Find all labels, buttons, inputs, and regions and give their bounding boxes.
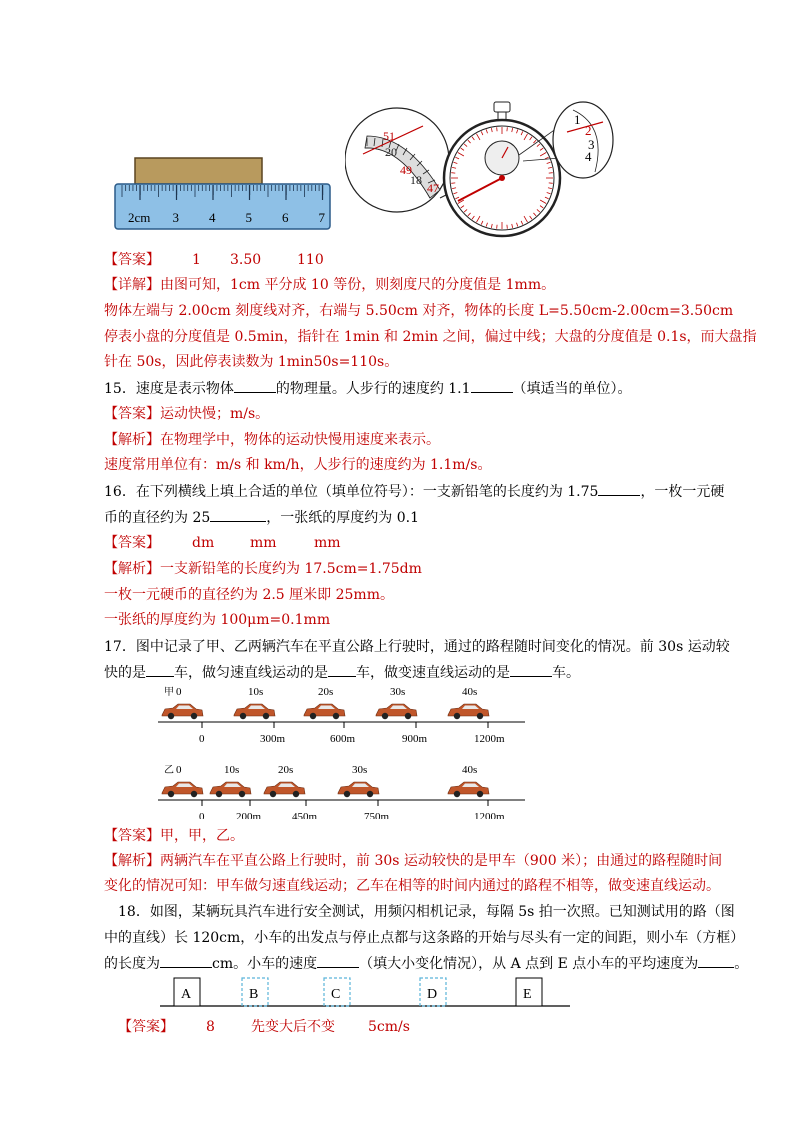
distance-label: 600m: [330, 733, 356, 745]
q17-analysis-1: 两辆汽车在平直公路上行驶时，前 30s 运动较快的是甲车（900 米）；由通过的路程随时间: [160, 853, 723, 869]
sw-small-4: 4: [585, 149, 592, 164]
blank: [598, 481, 640, 496]
q18-question-3: 的长度为 cm。小车的速度 （填大小变化情况），从 A 点到 E 点小车的平均速度为 。: [104, 953, 748, 974]
ruler-label: 2cm: [128, 210, 151, 225]
distance-label: 0: [199, 733, 205, 745]
box-a-label: A: [181, 987, 192, 1002]
answer-tag: 【答案】: [104, 535, 160, 551]
q17-analysis-2: 变化的情况可知：甲车做匀速直线运动；乙车在相等的时间内通过的路程不相等，做变速直线运动。: [104, 878, 720, 894]
q14-detail-3: 停表小盘的分度值是 0.5min，指针在 1min 和 2min 之间，偏过中线；大盘的分度值是 0.1s，而大盘指: [104, 329, 757, 345]
blank: [317, 953, 359, 968]
distance-label: 1200m: [474, 733, 505, 745]
time-label: 0: [176, 686, 182, 698]
car-icon: [264, 782, 305, 797]
car-name-label: 乙: [164, 765, 174, 776]
analysis-tag: 【解析】: [104, 432, 160, 448]
q16-analysis: [104, 559, 422, 579]
q14-detail-1: 由图可知，1cm 平分成 10 等份，则刻度尺的分度值是 1mm。: [160, 277, 556, 293]
q18-answer-3: 5cm/s: [368, 1019, 410, 1035]
car-icon: [448, 704, 489, 719]
time-label: 10s: [248, 686, 264, 698]
q14-answer-3: 110: [297, 252, 324, 268]
time-label: 30s: [390, 686, 406, 698]
blank: [471, 378, 513, 393]
ruler-label: 4: [209, 210, 216, 225]
sw-small-3: 3: [588, 137, 595, 152]
time-label: 10s: [224, 764, 240, 776]
magnifier-left: [345, 108, 449, 212]
detail-tag: 【详解】: [104, 277, 160, 293]
q14-detail-4: 针在 50s，因此停表读数为 1min50s=110s。: [104, 354, 399, 370]
sw-small-2: 2: [585, 123, 592, 138]
q15-analysis-2: 速度常用单位有：m/s 和 km/h，人步行的速度约为 1.1m/s。: [104, 457, 492, 473]
q14-answer-1: 1: [192, 252, 201, 268]
ruler-figure: [110, 150, 340, 235]
sw-label-20: 20: [385, 145, 397, 159]
car-icon: [162, 782, 203, 797]
q16-analysis-3: 一张纸的厚度约为 100μm=0.1mm: [104, 612, 331, 628]
ruler-label: 7: [318, 210, 325, 225]
distance-label: 1200m: [474, 811, 505, 819]
distance-label: 200m: [236, 811, 262, 819]
sw-label-49: 49: [400, 163, 412, 177]
q15-analysis-1: 在物理学中，物体的运动快慢用速度来表示。: [160, 432, 440, 448]
box-b-label: B: [249, 987, 259, 1002]
sw-label-47: 47: [427, 181, 439, 195]
blank: [234, 378, 276, 393]
answer-tag: 【答案】: [104, 406, 160, 422]
q18-answer-2: 先变大后不变: [251, 1019, 335, 1035]
distance-label: 900m: [402, 733, 428, 745]
car-name-label: 甲: [164, 687, 174, 698]
time-label: 20s: [318, 686, 334, 698]
blank: [328, 662, 356, 677]
q16-answer: [104, 533, 341, 553]
q16-question-2: 币的直径约为 25 ，一张纸的厚度约为 0.1: [104, 507, 419, 528]
blank: [160, 953, 212, 968]
q14-detail-2: 物体左端与 2.00cm 刻度线对齐，右端与 5.50cm 对齐，物体的长度 L=5.50cm-2.00cm=3.50cm: [104, 303, 734, 319]
q15-answer-text: 运动快慢；m/s。: [160, 406, 270, 422]
blank: [146, 662, 174, 677]
yi-row: [158, 764, 525, 819]
distance-label: 450m: [292, 811, 318, 819]
q15-answer: [104, 404, 269, 424]
q14-detail: [104, 275, 555, 295]
q18-answer: [118, 1017, 410, 1037]
measured-block: [135, 158, 262, 184]
q14-answer: [104, 250, 324, 270]
box-e-label: E: [523, 987, 532, 1002]
sw-small-1: 1: [574, 112, 581, 127]
answer-tag: 【答案】: [104, 828, 160, 844]
q17-answer: [104, 826, 244, 846]
q18-question-1: 18．如图，某辆玩具汽车进行安全测试，用频闪相机记录，每隔 5s 拍一次照。已知测试用的路（图: [118, 904, 735, 920]
q16-answer-1: dm: [192, 535, 215, 551]
q14-answer-2: 3.50: [230, 252, 262, 268]
q15-question: 15．速度是表示物体 的物理量。人步行的速度约 1.1 （填适当的单位）。: [104, 378, 632, 399]
ruler-label: 3: [172, 210, 179, 225]
car-icon: [162, 704, 203, 719]
time-label: 40s: [462, 686, 478, 698]
box-c-label: C: [331, 987, 341, 1002]
blank: [210, 507, 266, 522]
car-icon: [304, 704, 345, 719]
car-icon: [234, 704, 275, 719]
answer-tag: 【答案】: [118, 1019, 174, 1035]
q17-answer-text: 甲，甲，乙。: [160, 828, 244, 844]
ruler-label: 5: [245, 210, 252, 225]
q16-answer-2: mm: [250, 535, 277, 551]
car-icon: [448, 782, 489, 797]
ruler-label: 6: [282, 210, 289, 225]
box-d-label: D: [427, 987, 438, 1002]
q16-analysis-1: 一支新铅笔的长度约为 17.5cm=1.75dm: [160, 561, 422, 577]
time-label: 30s: [352, 764, 368, 776]
q18-answer-1: 8: [206, 1019, 215, 1035]
q17-analysis: [104, 851, 722, 871]
sw-label-51: 51: [383, 129, 395, 143]
sw-label-18: 18: [410, 173, 422, 187]
answer-tag: 【答案】: [104, 252, 160, 268]
q17-question-2: 快的是 车，做匀速直线运动的是 车，做变速直线运动的是 车。: [104, 662, 580, 683]
time-label: 20s: [278, 764, 294, 776]
magnifier-right: [553, 102, 613, 178]
blank: [510, 662, 552, 677]
distance-label: 0: [199, 811, 205, 819]
q16-analysis-2: 一枚一元硬币的直径约为 2.5 厘米即 25mm。: [104, 587, 394, 603]
q17-question-1: 17．图中记录了甲、乙两辆汽车在平直公路上行驶时，通过的路程随时间变化的情况。前 30s 运动较: [104, 639, 730, 655]
car-icon: [210, 782, 251, 797]
stopwatch-figure: [345, 98, 615, 248]
distance-label: 750m: [364, 811, 390, 819]
jia-row: [158, 686, 525, 745]
blank: [698, 953, 734, 968]
car-icon: [376, 704, 417, 719]
analysis-tag: 【解析】: [104, 853, 160, 869]
q16-answer-3: mm: [314, 535, 341, 551]
analysis-tag: 【解析】: [104, 561, 160, 577]
q15-analysis: [104, 430, 440, 450]
time-label: 40s: [462, 764, 478, 776]
q18-question-2: 中的直线）长 120cm，小车的出发点与停止点都与这条路的开始与尽头有一定的间距，则小车（方框）: [104, 930, 745, 946]
road-figure: [150, 974, 580, 1014]
time-label: 0: [176, 764, 182, 776]
distance-label: 300m: [260, 733, 286, 745]
q16-question-1: 16．在下列横线上填上合适的单位（填单位符号）：一支新铅笔的长度约为 1.75 ，一枚一元硬: [104, 481, 724, 502]
car-icon: [338, 782, 379, 797]
cars-figure: [150, 684, 530, 819]
